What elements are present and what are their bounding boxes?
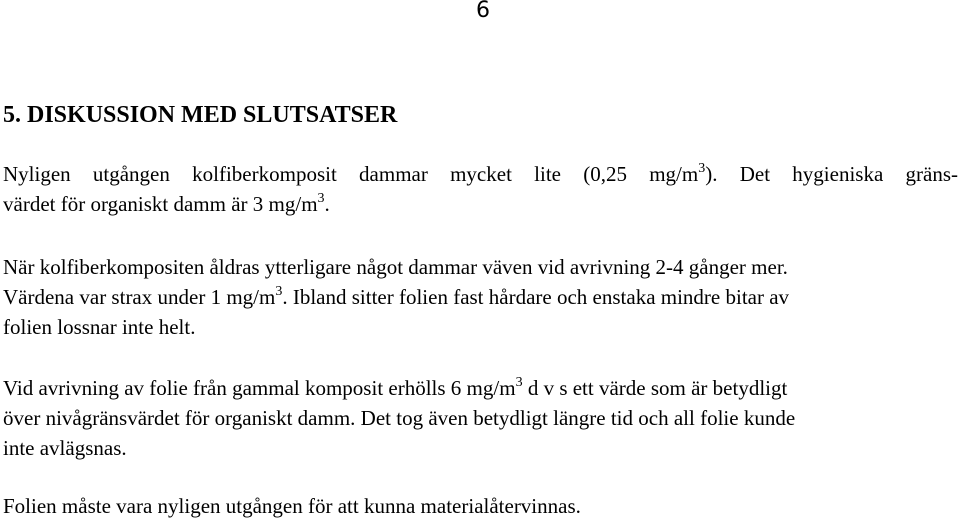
text-segment: ). Det hygieniska gräns- <box>705 162 958 186</box>
text-segment: Nyligen utgången kolfiberkomposit dammar mycket lite (0,25 mg/m <box>3 162 699 186</box>
superscript: 3 <box>698 161 706 176</box>
text-segment: Värdena var strax under 1 mg/m <box>3 285 276 309</box>
paragraph-3-line-3: inte avlägsnas. <box>3 436 127 460</box>
paragraph-2 <box>3 252 958 342</box>
text-segment: värdet för organiskt damm är 3 mg/m <box>3 192 318 216</box>
paragraph-1-line-2 <box>3 189 958 219</box>
paragraph-1 <box>3 159 958 219</box>
text-segment: . <box>324 192 330 216</box>
paragraph-4 <box>3 491 958 521</box>
superscript: 3 <box>275 284 283 299</box>
paragraph-4-line-1: Folien måste vara nyligen utgången för att kunna materialåtervinnas. <box>3 494 581 518</box>
paragraph-2-line-1: När kolfiberkompositen åldras ytterligare något dammar väven vid avrivning 2-4 gånger mer. <box>3 255 788 279</box>
paragraph-3 <box>3 373 958 463</box>
superscript: 3 <box>515 375 523 390</box>
text-segment: . Ibland sitter folien fast hårdare och enstaka mindre bitar av <box>282 285 790 309</box>
superscript: 3 <box>317 191 325 206</box>
text-segment: d v s ett värde som är betydligt <box>522 376 788 400</box>
section-heading: 5. DISKUSSION MED SLUTSATSER <box>3 102 398 128</box>
paragraph-2-line-3: folien lossnar inte helt. <box>3 315 196 339</box>
paragraph-2-line-2 <box>3 282 958 312</box>
paragraph-3-line-2: över nivågränsvärdet för organiskt damm. Det tog även betydligt längre tid och all folie kunde <box>3 406 796 430</box>
text-segment: Vid avrivning av folie från gammal komposit erhölls 6 mg/m <box>3 376 516 400</box>
paragraph-1-line-1 <box>3 159 958 189</box>
paragraph-3-line-1 <box>3 373 958 403</box>
page-number: 6 <box>476 0 490 23</box>
